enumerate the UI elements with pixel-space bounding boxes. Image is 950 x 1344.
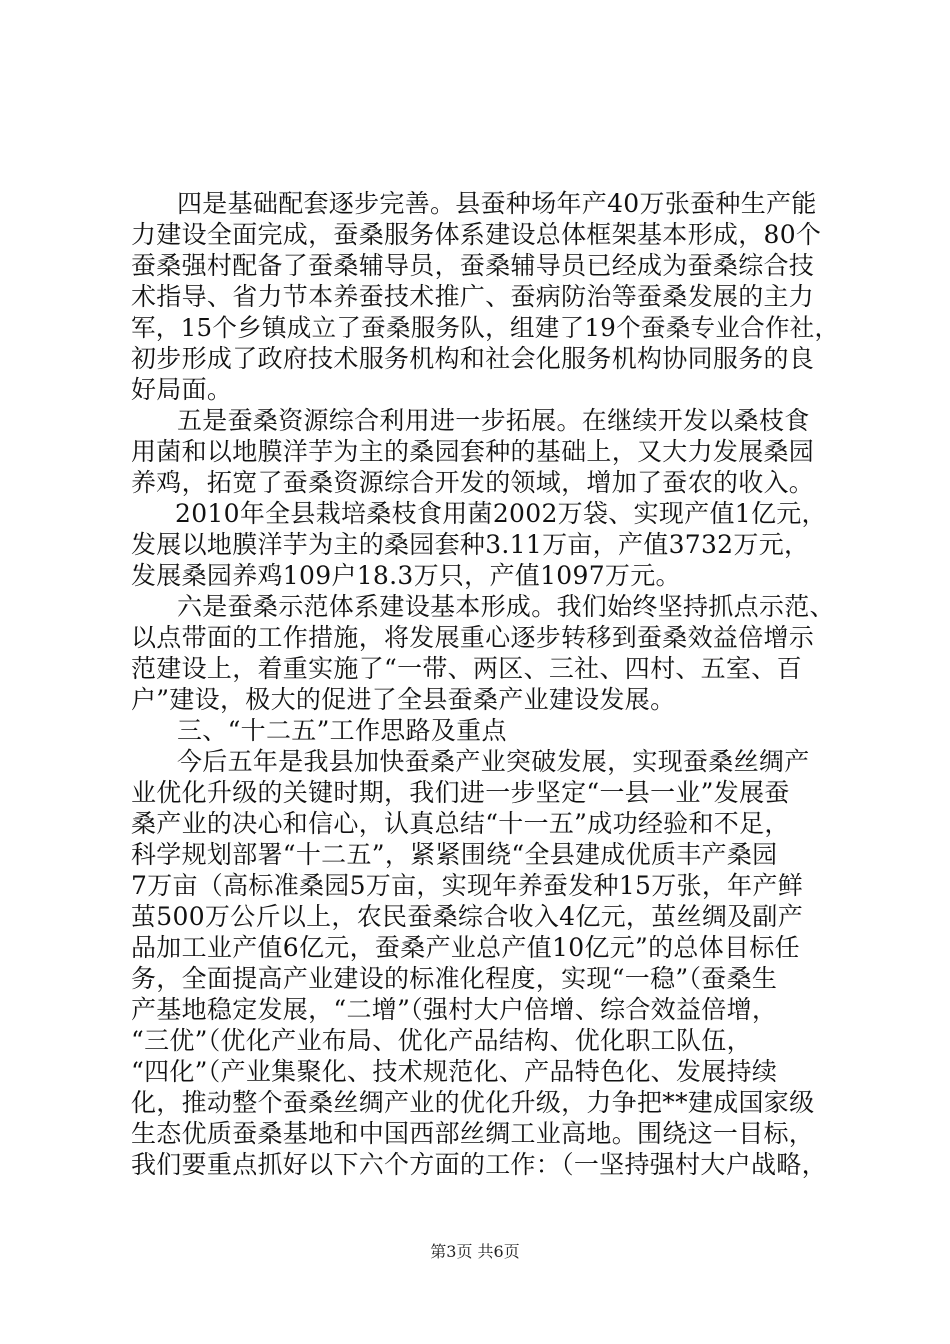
paragraph-line: 产基地稳定发展，“二增”（强村大户倍增、综合效益倍增， [131,995,778,1024]
paragraph-line: 桑产业的决心和信心，认真总结“十一五”成功经验和不足， [131,809,790,838]
paragraph-line: 初步形成了政府技术服务机构和社会化服务机构协同服务的良 [131,344,815,373]
paragraph-line: 我们要重点抓好以下六个方面的工作：（一坚持强村大户战略， [131,1150,827,1179]
paragraph-line: 以点带面的工作措施，将发展重心逐步转移到蚕桑效益倍增示 [131,623,815,652]
paragraph-line: “三优”（优化产业布局、优化产品结构、优化职工队伍， [131,1026,752,1055]
page-number-footer: 第3页 共6页 [430,1242,520,1261]
paragraph-line: 2010年全县栽培桑枝食用菌2002万袋、实现产值1亿元， [175,499,827,528]
section-heading: 三、“十二五”工作思路及重点 [177,716,507,745]
paragraph-line: “四化”（产业集聚化、技术规范化、产品特色化、发展持续 [131,1057,778,1086]
paragraph-line: 生态优质蚕桑基地和中国西部丝绸工业高地。围绕这一目标， [131,1119,815,1148]
paragraph-line: 化，推动整个蚕桑丝绸产业的优化升级，力争把**建成国家级 [131,1088,815,1117]
paragraph-line: 业优化升级的关键时期，我们进一步坚定“一县一业”发展蚕 [131,778,790,807]
paragraph-line: 用菌和以地膜洋芋为主的桑园套种的基础上，又大力发展桑园 [131,437,815,466]
paragraph-line: 军，15个乡镇成立了蚕桑服务队，组建了19个蚕桑专业合作社， [131,313,840,342]
paragraph-line: 发展以地膜洋芋为主的桑园套种3.11万亩，产值3732万元， [131,530,810,559]
paragraph-line: 发展桑园养鸡109户18.3万只，产值1097万元。 [131,561,681,590]
paragraph-line: 术指导、省力节本养蚕技术推广、蚕病防治等蚕桑发展的主力 [131,282,815,311]
paragraph-line: 四是基础配套逐步完善。县蚕种场年产40万张蚕种生产能 [177,189,817,218]
paragraph-line: 今后五年是我县加快蚕桑产业突破发展，实现蚕桑丝绸产 [177,747,810,776]
paragraph-line: 茧500万公斤以上，农民蚕桑综合收入4亿元，茧丝绸及副产 [131,902,804,931]
paragraph-line: 品加工业产值6亿元，蚕桑产业总产值10亿元”的总体目标任 [131,933,800,962]
paragraph-line: 养鸡，拓宽了蚕桑资源综合开发的领域，增加了蚕农的收入。 [131,468,815,497]
paragraph-line: 户”建设，极大的促进了全县蚕桑产业建设发展。 [131,685,676,714]
paragraph-line: 蚕桑强村配备了蚕桑辅导员，蚕桑辅导员已经成为蚕桑综合技 [131,251,815,280]
paragraph-line: 力建设全面完成，蚕桑服务体系建设总体框架基本形成，80个 [131,220,822,249]
paragraph-line: 科学规划部署“十二五”，紧紧围绕“全县建成优质丰产桑园 [131,840,778,869]
paragraph-line: 7万亩（高标准桑园5万亩，实现年养蚕发种15万张，年产鲜 [131,871,804,900]
paragraph-line: 范建设上，着重实施了“一带、两区、三社、四村、五室、百 [131,654,802,683]
paragraph-line: 务，全面提高产业建设的标准化程度，实现“一稳”（蚕桑生 [131,964,778,993]
paragraph-line: 好局面。 [131,375,233,404]
document-body [131,188,843,1180]
paragraph-line: 六是蚕桑示范体系建设基本形成。我们始终坚持抓点示范、 [177,592,835,621]
paragraph-line: 五是蚕桑资源综合利用进一步拓展。在继续开发以桑枝食 [177,406,810,435]
